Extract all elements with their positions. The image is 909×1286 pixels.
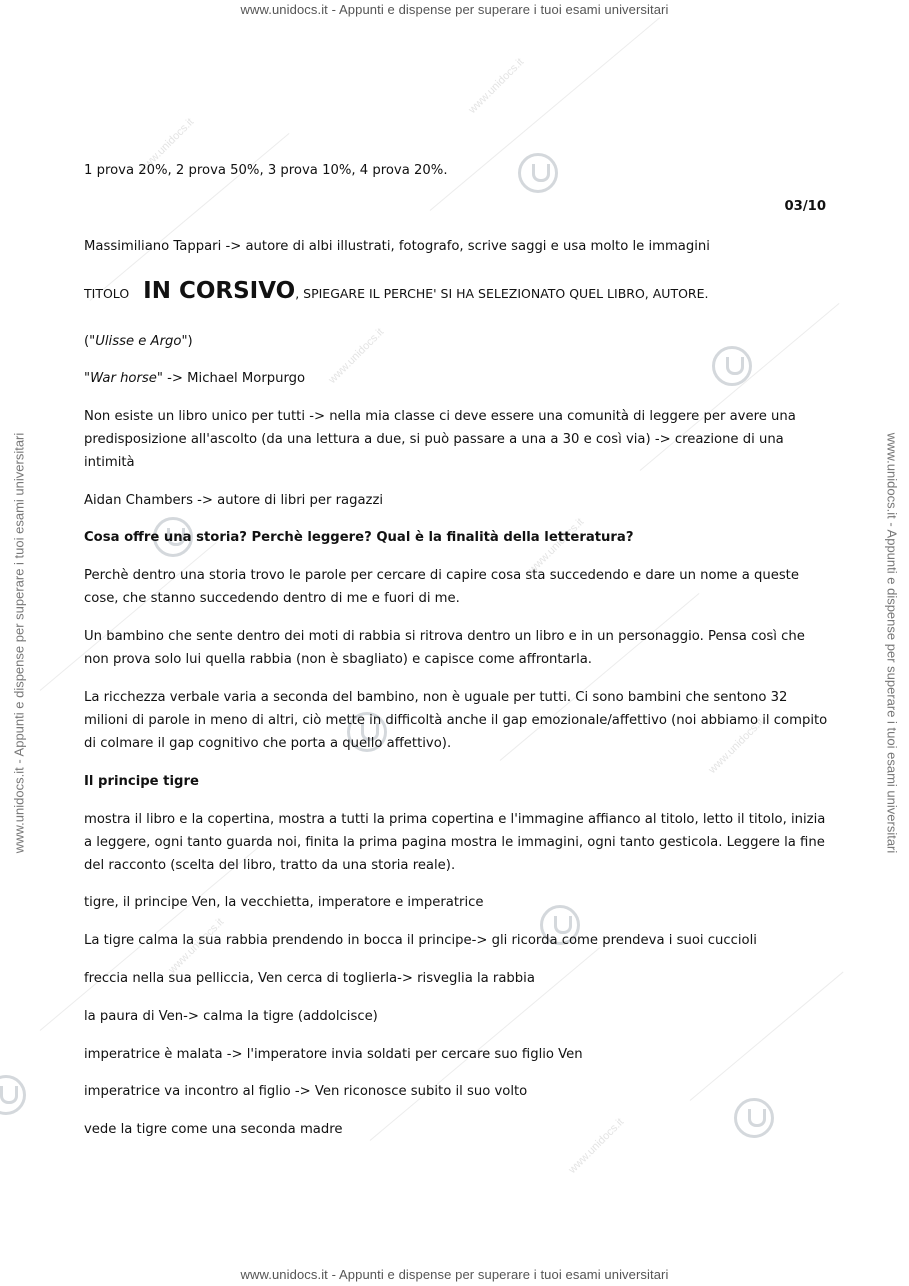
question-heading: Cosa offre una storia? Perchè leggere? Qual è la finalità della letteratura? bbox=[84, 530, 634, 545]
bambino-paragraph: Un bambino che sente dentro dei moti di rabbia si ritrova dentro un libro e in un personaggio. Pensa così che non prova solo lui quella rabbia (non è sbagliato) e capisce come affrontarla. bbox=[84, 629, 805, 667]
watermark-ghost-text: www.unidocs.it bbox=[136, 116, 197, 176]
watermark-ghost-text: www.unidocs.it bbox=[566, 1116, 627, 1176]
ricchezza-paragraph: La ricchezza verbale varia a seconda del bambino, non è uguale per tutti. Ci sono bambini che sentono 32 milioni di parole in meno di altri, ciò mette in difficoltà anche il gap emozionale/affettivo (noi abbiamo il compito di colmare il gap cognitivo che porta a quello affettivo). bbox=[84, 690, 828, 751]
ulisse-close: ") bbox=[181, 334, 193, 349]
watermark-ghost-text: www.unidocs.it bbox=[166, 916, 227, 976]
watermark-left: www.unidocs.it - Appunti e dispense per superare i tuoi esami universitari bbox=[11, 432, 27, 854]
tigre-calma-text: La tigre calma la sua rabbia prendendo in bocca il principe-> gli ricorda come prendeva i suoi cuccioli bbox=[84, 933, 757, 948]
perche-paragraph: Perchè dentro una storia trovo le parole per cercare di capire cosa sta succedendo e dare un nome a queste cose, che stanno succedendo dentro di me e fuori di me. bbox=[84, 568, 799, 606]
tappari-text: Massimiliano Tappari -> autore di albi illustrati, fotografo, scrive saggi e usa molto le immagini bbox=[84, 239, 710, 254]
warhorse-line bbox=[84, 367, 829, 390]
personaggi-text: tigre, il principe Ven, la vecchietta, imperatore e imperatrice bbox=[84, 895, 484, 910]
ulisse-open: (" bbox=[84, 334, 96, 349]
principe-heading: Il principe tigre bbox=[84, 774, 199, 789]
grading-text: 1 prova 20%, 2 prova 50%, 3 prova 10%, 4 prova 20%. bbox=[84, 163, 448, 178]
watermark-ghost-text: www.unidocs.it bbox=[706, 716, 767, 776]
warhorse-title: "War horse" bbox=[84, 371, 163, 386]
titolo-rest-text: , SPIEGARE IL PERCHE' SI HA SELEZIONATO QUEL LIBRO, AUTORE. bbox=[295, 286, 709, 301]
date-label: 03/10 bbox=[784, 199, 826, 214]
titolo-label: TITOLO bbox=[84, 286, 130, 301]
chambers-text: Aidan Chambers -> autore di libri per ragazzi bbox=[84, 493, 384, 508]
watermark-bottom: www.unidocs.it - Appunti e dispense per superare i tuoi esami universitari bbox=[240, 1267, 669, 1282]
freccia-text: freccia nella sua pelliccia, Ven cerca di toglierla-> risveglia la rabbia bbox=[84, 971, 535, 986]
libro-unico-paragraph: Non esiste un libro unico per tutti -> nella mia classe ci deve essere una comunità di leggere per avere una predisposizione all'ascolto (da una lettura a due, si può passare a una a 30 e così via) -> creazione di una intimità bbox=[84, 409, 796, 470]
mostra-paragraph: mostra il libro e la copertina, mostra a tutti la prima copertina e l'immagine affianco al titolo, letto il titolo, inizia a leggere, ogni tanto guarda noi, finita la prima pagina mostra le immagini, ogni tanto gesticola. Leggere la fine del racconto (scelta del libro, tratto da una storia reale). bbox=[84, 812, 826, 873]
watermark-ghost-text: www.unidocs.it bbox=[466, 56, 527, 116]
titolo-big-text: IN CORSIVO bbox=[143, 278, 296, 304]
ulisse-title: Ulisse e Argo bbox=[95, 334, 182, 349]
watermark-top: www.unidocs.it - Appunti e dispense per superare i tuoi esami universitari bbox=[240, 2, 669, 17]
titolo-instruction bbox=[84, 278, 708, 304]
imperatrice-incontro-text: imperatrice va incontro al figlio -> Ven riconosce subito il suo volto bbox=[84, 1084, 528, 1099]
watermark-ghost-text: www.unidocs.it bbox=[526, 516, 587, 576]
seconda-madre-text: vede la tigre come una seconda madre bbox=[84, 1122, 343, 1137]
imperatrice-malata-text: imperatrice è malata -> l'imperatore invia soldati per cercare suo figlio Ven bbox=[84, 1047, 583, 1062]
unidocs-logo-icon bbox=[0, 1075, 26, 1115]
watermark-right: www.unidocs.it - Appunti e dispense per superare i tuoi esami universitari bbox=[884, 432, 900, 854]
watermark-ghost-text: www.unidocs.it bbox=[326, 326, 387, 386]
ulisse-line bbox=[84, 330, 829, 353]
paura-text: la paura di Ven-> calma la tigre (addolcisce) bbox=[84, 1009, 378, 1024]
warhorse-rest: -> Michael Morpurgo bbox=[162, 371, 306, 386]
